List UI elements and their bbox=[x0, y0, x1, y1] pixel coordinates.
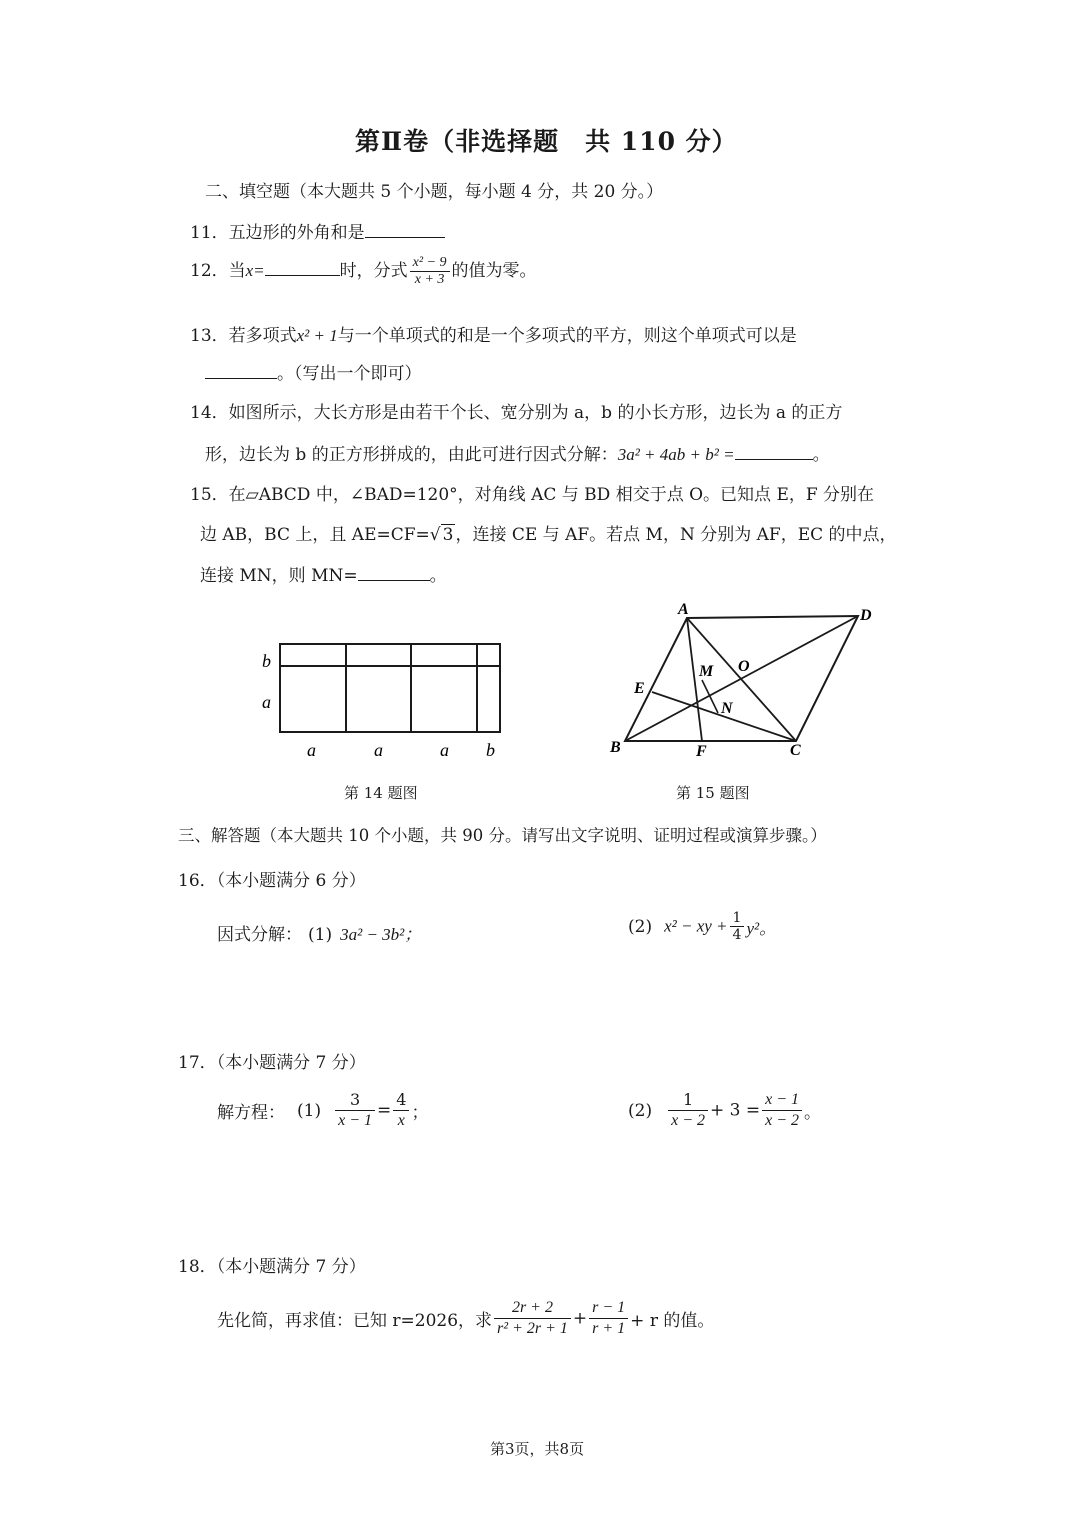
part-label: (1) bbox=[297, 1100, 322, 1121]
question-text: 的值为零。 bbox=[451, 261, 537, 281]
part-label: (2) bbox=[628, 916, 653, 937]
fraction-denominator: x − 2 bbox=[765, 1112, 800, 1129]
point-label-A: A bbox=[678, 601, 689, 618]
fraction-denominator: 4 bbox=[732, 927, 742, 943]
point-label-M: M bbox=[699, 663, 714, 680]
figure-15-diagram bbox=[600, 598, 890, 768]
point-label-B: B bbox=[610, 739, 621, 756]
question-12 bbox=[190, 255, 537, 288]
fraction-denominator: x bbox=[397, 1112, 405, 1129]
question-number: 11． bbox=[190, 223, 229, 243]
fraction-numerator: x − 1 bbox=[762, 1090, 802, 1111]
question-text: 先化简，再求值：已知 r=2026，求 bbox=[217, 1311, 493, 1331]
question-16-part2 bbox=[628, 910, 776, 943]
question-18-body bbox=[217, 1298, 714, 1339]
bottom-label-a3: a bbox=[440, 740, 449, 760]
point-label-D: D bbox=[860, 607, 872, 624]
question-17-header bbox=[178, 1048, 366, 1073]
question-text: 连接 MN，则 MN= bbox=[200, 566, 358, 586]
question-15 bbox=[190, 480, 874, 505]
fraction-numerator: 4 bbox=[393, 1090, 409, 1111]
question-16-header bbox=[178, 866, 366, 891]
side-label-b: b bbox=[262, 651, 271, 671]
fraction bbox=[335, 1090, 375, 1131]
radicand: 3 bbox=[442, 525, 454, 545]
section-heading-solve: 三、解答题（本大题共 10 个小题，共 90 分。请写出文字说明、证明过程或演算步骤。） bbox=[178, 826, 827, 845]
fraction bbox=[730, 910, 745, 943]
point-label-F: F bbox=[696, 743, 707, 760]
fraction-numerator: 1 bbox=[730, 910, 745, 927]
question-17-part2 bbox=[628, 1090, 821, 1131]
question-17-part1 bbox=[217, 1090, 428, 1131]
question-text: + r 的值。 bbox=[630, 1311, 715, 1331]
answer-blank bbox=[265, 274, 340, 276]
fraction bbox=[762, 1090, 802, 1131]
fraction bbox=[393, 1090, 409, 1131]
fraction-denominator: x + 3 bbox=[414, 272, 445, 287]
question-number: 17． bbox=[178, 1053, 217, 1073]
question-score: （本小题满分 6 分） bbox=[216, 871, 366, 891]
point-label-C: C bbox=[790, 742, 801, 759]
bottom-label-a2: a bbox=[374, 740, 383, 760]
fraction bbox=[410, 255, 450, 288]
square-root: √ 3 bbox=[429, 525, 454, 545]
figure-15-caption: 第 15 题图 bbox=[676, 784, 750, 802]
answer-blank bbox=[365, 236, 445, 238]
variable-x: x= bbox=[245, 261, 265, 280]
question-13-line2 bbox=[205, 359, 422, 384]
expression: x² + 1 bbox=[296, 326, 338, 345]
fraction-numerator: 3 bbox=[335, 1090, 375, 1111]
expression: + 3 = bbox=[710, 1100, 761, 1121]
fraction-denominator: r + 1 bbox=[592, 1320, 626, 1337]
figure-14-diagram bbox=[250, 630, 520, 770]
question-number: 16． bbox=[178, 871, 217, 891]
question-15-line2 bbox=[200, 520, 897, 545]
question-14-line2 bbox=[205, 440, 830, 465]
part-label: (2) bbox=[628, 1100, 653, 1121]
question-13 bbox=[190, 321, 797, 346]
part-label: (1) bbox=[308, 925, 333, 945]
question-number: 14． bbox=[190, 403, 229, 423]
expression: 3a² − 3b²； bbox=[340, 925, 422, 944]
question-text: 解方程： bbox=[217, 1103, 285, 1123]
question-text: 。 bbox=[429, 566, 447, 586]
section-heading-fill-blank: 二、填空题（本大题共 5 个小题，每小题 4 分，共 20 分。） bbox=[205, 182, 664, 202]
question-11 bbox=[190, 218, 445, 243]
question-text: 当 bbox=[228, 261, 246, 281]
answer-blank bbox=[205, 377, 277, 379]
fraction-denominator: x − 2 bbox=[671, 1112, 705, 1129]
question-18-header bbox=[178, 1252, 366, 1277]
fraction bbox=[668, 1090, 708, 1131]
fraction bbox=[494, 1298, 571, 1339]
expression: y²。 bbox=[746, 919, 777, 938]
question-score: （本小题满分 7 分） bbox=[216, 1257, 366, 1277]
question-text: 若多项式 bbox=[228, 326, 297, 346]
question-text: 因式分解： bbox=[217, 925, 302, 945]
question-text: ，连接 CE 与 AF。若点 M，N 分别为 AF，EC 的中点， bbox=[455, 525, 897, 545]
question-15-line3 bbox=[200, 561, 447, 586]
question-text: 。 bbox=[812, 445, 830, 465]
fraction-numerator: 2r + 2 bbox=[494, 1298, 571, 1319]
side-label-a: a bbox=[262, 692, 271, 712]
expression: x² − xy + bbox=[664, 916, 728, 936]
question-number: 18． bbox=[178, 1257, 217, 1277]
question-text: 与一个单项式的和是一个多项式的平方，则这个单项式可以是 bbox=[337, 326, 797, 346]
page-title: 第Ⅱ卷（非选择题 共 110 分） bbox=[355, 127, 738, 156]
point-label-E: E bbox=[634, 680, 645, 697]
bottom-label-b: b bbox=[486, 740, 495, 760]
fraction-denominator: x − 1 bbox=[338, 1112, 372, 1129]
question-text: 边 AB，BC 上，且 AE=CF= bbox=[200, 525, 430, 545]
page-number: 第3页，共8页 bbox=[490, 1440, 585, 1458]
punctuation: ； bbox=[411, 1103, 429, 1123]
fraction-numerator: r − 1 bbox=[589, 1298, 628, 1319]
question-number: 15． bbox=[190, 485, 229, 505]
question-number: 13． bbox=[190, 326, 229, 346]
question-text: 如图所示，大长方形是由若干个长、宽分别为 a，b 的小长方形，边长为 a 的正方 bbox=[228, 403, 843, 423]
fraction-denominator: r² + 2r + 1 bbox=[497, 1320, 568, 1337]
bottom-label-a1: a bbox=[307, 740, 316, 760]
figure-14-caption: 第 14 题图 bbox=[344, 784, 418, 802]
question-text: 时，分式 bbox=[339, 261, 408, 281]
question-text: 五边形的外角和是 bbox=[228, 223, 365, 243]
fraction-numerator: 1 bbox=[668, 1090, 708, 1111]
point-label-O: O bbox=[738, 658, 750, 675]
question-score: （本小题满分 7 分） bbox=[216, 1053, 366, 1073]
point-label-N: N bbox=[721, 700, 733, 717]
answer-blank bbox=[735, 458, 813, 460]
punctuation: 。 bbox=[804, 1103, 822, 1123]
equals-sign: = bbox=[377, 1100, 392, 1121]
expression: 3a² + 4ab + b² = bbox=[617, 445, 735, 464]
question-text: 形，边长为 b 的正方形拼成的，由此可进行因式分解： bbox=[205, 445, 618, 465]
plus-sign: + bbox=[572, 1308, 588, 1329]
question-text: 。（写出一个即可） bbox=[277, 364, 422, 384]
fraction bbox=[589, 1298, 628, 1339]
answer-blank bbox=[358, 579, 430, 581]
fraction-numerator: x² − 9 bbox=[410, 255, 450, 272]
question-number: 12． bbox=[190, 261, 229, 281]
question-text: 在▱ABCD 中，∠BAD=120°，对角线 AC 与 BD 相交于点 O。已知点 E，F 分别在 bbox=[228, 485, 875, 505]
question-16-part1 bbox=[217, 920, 421, 945]
question-14 bbox=[190, 398, 842, 423]
